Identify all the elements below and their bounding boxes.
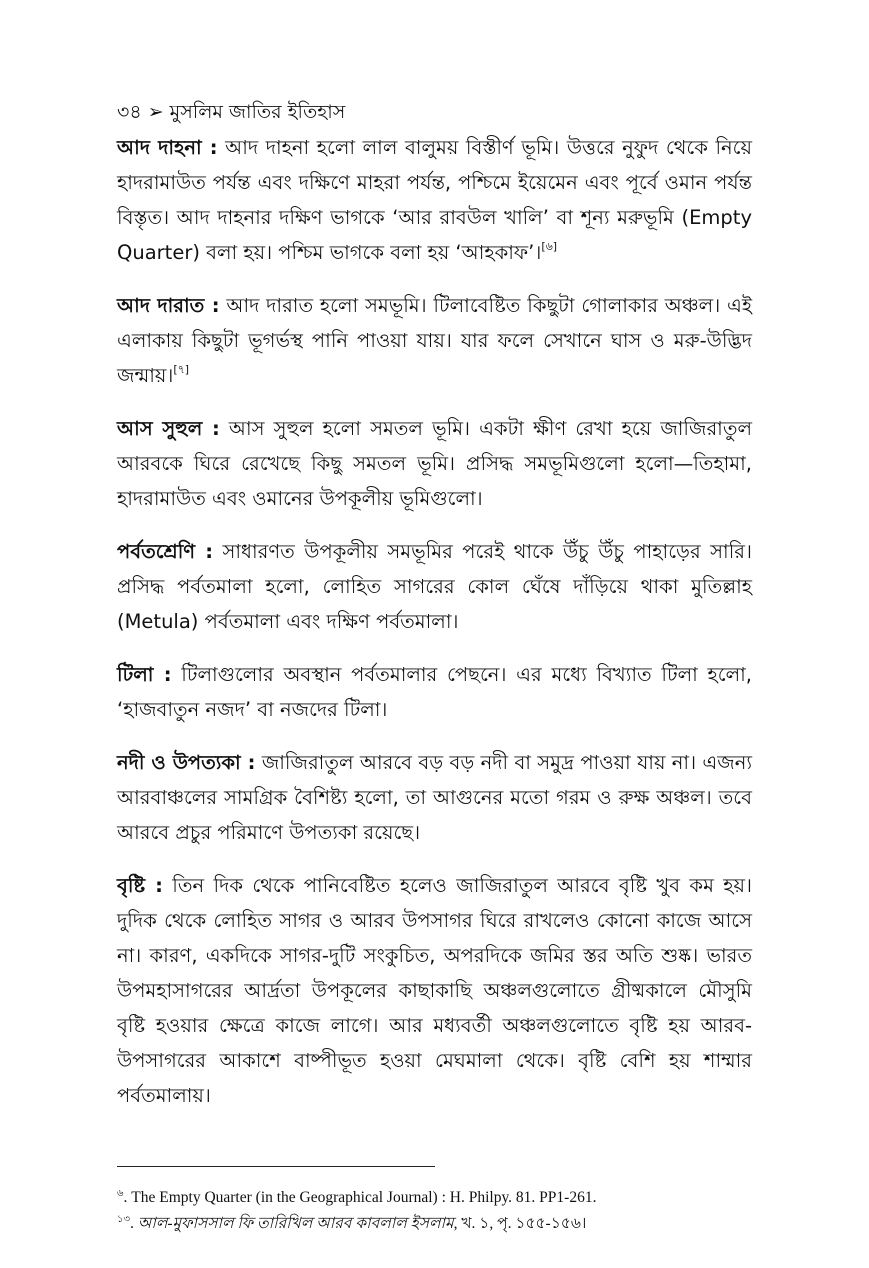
footnotes [117,1186,757,1241]
page-body [117,130,752,1131]
paragraph-text: আদ দাহনা হলো লাল বালুময় বিস্তীর্ণ ভূমি। উত্তরে নুফুদ থেকে নিয়ে হাদরামাউত পর্যন্ত এবং দক্ষিণে মাহরা পর্যন্ত, পশ্চিমে ইয়েমেন এবং পূর্বে ওমান পর্যন্ত বিস্তৃত। আদ দাহনার দক্ষিণ ভাগকে ‘আর রাবউল খালি’ বা শূন্য মরুভূমি (Empty Quarter) বলা হয়। পশ্চিম ভাগকে বলা হয় ‘আহকাফ’। [117,136,752,264]
footnote-ref[interactable]: [৬] [541,240,558,253]
paragraph-ad-darat [117,288,752,393]
paragraph-as-suhul [117,411,752,516]
term-heading: পর্বতশ্রেণি : [117,540,213,563]
paragraph-text: সাধারণত উপকূলীয় সমভূমির পরেই থাকে উঁচু উঁচু পাহাড়ের সারি। প্রসিদ্ধ পর্বতমালা হলো, লোহিত সাগরের কোল ঘেঁষে দাঁড়িয়ে থাকা মুতিল্লাহ (Metula) পর্বতমালা এবং দক্ষিণ পর্বতমালা। [117,540,752,633]
paragraph-ad-dahna [117,130,752,270]
paragraph-text: আদ দারাত হলো সমভূমি। টিলাবেষ্টিত কিছুটা গোলাকার অঞ্চল। এই এলাকায় কিছুটা ভূগর্ভস্থ পানি পাওয়া যায়। যার ফলে সেখানে ঘাস ও মরু-উদ্ভিদ জন্মায়। [117,294,752,387]
paragraph-rivers-valleys [117,745,752,850]
paragraph-rain [117,868,752,1113]
footnote-text: . [130,1215,138,1232]
footnote-text: . The Empty Quarter (in the Geographical Journal) : H. Philpy. 81. PP1-261. [123,1189,597,1206]
footnote-number: ৬ [117,1188,124,1199]
paragraph-hills [117,657,752,727]
footnote-book-title: আল-মুফাসসাল ফি তারিখিল আরব কাবলাল ইসলাম [137,1215,454,1232]
paragraph-text: তিন দিক থেকে পানিবেষ্টিত হলেও জাজিরাতুল আরবে বৃষ্টি খুব কম হয়। দুদিক থেকে লোহিত সাগর ও আরব উপসাগর ঘিরে রাখলেও কোনো কাজে আসে না। কারণ, একদিকে সাগর-দুটি সংকুচিত, অপরদিকে জমির স্তর অতি শুষ্ক। ভারত উপমহাসাগরের আর্দ্রতা উপকূলের কাছাকাছি অঞ্চলগুলোতে গ্রীষ্মকালে মৌসুমি বৃষ্টি হওয়ার ক্ষেত্রে কাজে লাগে। আর মধ্যবর্তী অঞ্চলগুলোতে বৃষ্টি হয় আরব-উপসাগরের আকাশে বাষ্পীভূত হওয়া মেঘমালা থেকে। বৃষ্টি বেশি হয় শাম্মার পর্বতমালায়। [117,874,752,1107]
term-heading: আদ দাহনা : [117,136,218,159]
footnote-citation: , খ. ১, পৃ. ১৫৫-১৫৬। [453,1215,587,1232]
paragraph-text: আস সুহুল হলো সমতল ভূমি। একটা ক্ষীণ রেখা হয়ে জাজিরাতুল আরবকে ঘিরে রেখেছে কিছু সমতল ভূমি। প্রসিদ্ধ সমভূমিগুলো হলো—তিহামা, হাদরামাউত এবং ওমানের উপকূলীয় ভূমিগুলো। [117,417,752,510]
footnote-number: ১৩ [117,1214,130,1225]
term-heading: বৃষ্টি : [117,874,163,897]
term-heading: টিলা : [117,663,172,686]
paragraph-text: জাজিরাতুল আরবে বড় বড় নদী বা সমুদ্র পাওয়া যায় না। এজন্য আরবাঞ্চলের সামগ্রিক বৈশিষ্ট্য হলো, তা আগুনের মতো গরম ও রুক্ষ অঞ্চল। তবে আরবে প্রচুর পরিমাণে উপত্যকা রয়েছে। [117,751,752,844]
footnote-divider [117,1166,435,1167]
running-header: ৩৪ ➢ মুসলিম জাতির ইতিহাস [117,101,346,123]
paragraph-mountain-range [117,534,752,639]
footnote-item [117,1211,757,1237]
paragraph-text: টিলাগুলোর অবস্থান পর্বতমালার পেছনে। এর মধ্যে বিখ্যাত টিলা হলো, ‘হাজবাতুন নজদ’ বা নজদের টিলা। [117,663,752,721]
footnote-item [117,1186,757,1207]
term-heading: আদ দারাত : [117,294,220,317]
footnote-ref[interactable]: [৭] [173,363,190,376]
term-heading: নদী ও উপত্যকা : [117,751,256,774]
term-heading: আস সুহুল : [117,417,220,440]
